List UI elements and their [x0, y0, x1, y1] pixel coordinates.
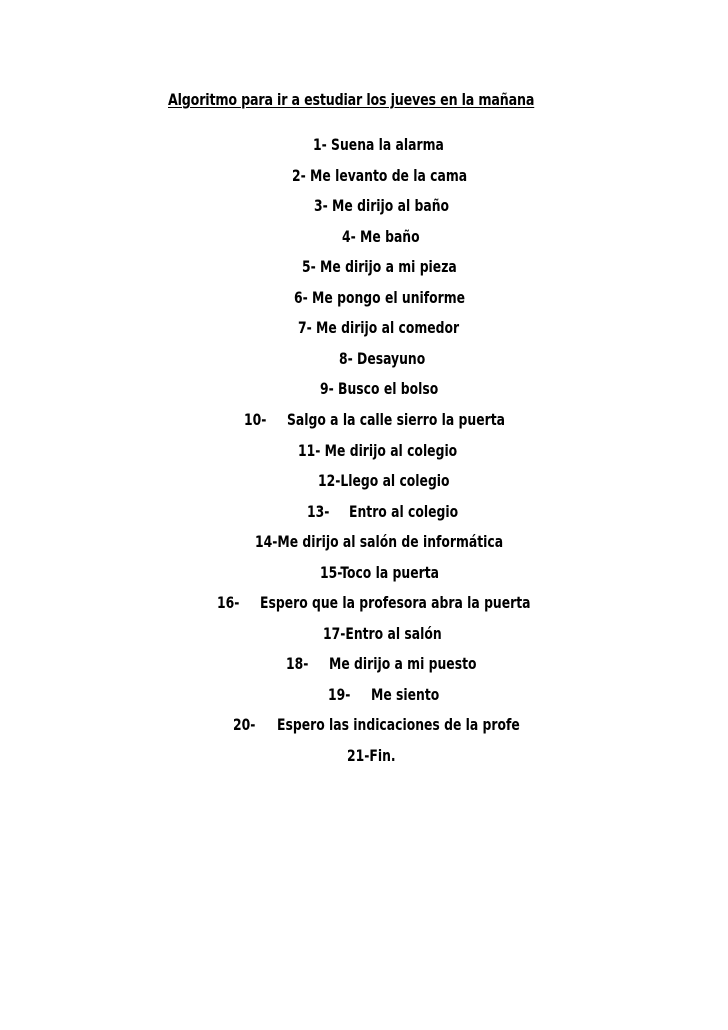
step-2-text: 2- Me levanto de la cama [292, 165, 468, 185]
step-14 [0, 530, 728, 554]
step-12 [0, 469, 728, 493]
step-8-text: 8- Desayuno [339, 348, 426, 368]
step-3-text: 3- Me dirijo al baño [314, 196, 450, 216]
step-2 [0, 164, 728, 188]
step-1-text: 1- Suena la alarma [313, 135, 444, 154]
step-21 [0, 744, 728, 768]
step-7-text: 7- Me dirijo al comedor [298, 318, 460, 338]
step-1 [0, 133, 728, 157]
step-9 [0, 377, 728, 401]
step-4 [0, 225, 728, 249]
step-5-text: 5- Me dirijo a mi pieza [302, 257, 457, 277]
step-20-text: Espero las indicaciones de la profe [277, 715, 520, 735]
step-19-number: 19- [328, 684, 351, 704]
step-6-text: 6- Me pongo el uniforme [294, 287, 466, 307]
step-10-text: Salgo a la calle sierro la puerta [287, 409, 505, 429]
step-21-text: 21-Fin. [347, 746, 396, 765]
step-18 [0, 652, 728, 676]
step-17-text: 17-Entro al salón [323, 623, 442, 643]
step-9-text: 9- Busco el bolso [320, 379, 439, 399]
step-10 [0, 408, 728, 432]
step-16 [0, 591, 728, 615]
step-14-text: 14-Me dirijo al salón de informática [255, 532, 504, 552]
step-13-text: Entro al colegio [349, 501, 459, 521]
step-3 [0, 194, 728, 218]
step-11 [0, 439, 728, 463]
step-18-number: 18- [286, 654, 309, 674]
step-6 [0, 286, 728, 310]
step-5 [0, 255, 728, 279]
step-13 [0, 500, 728, 524]
step-8 [0, 347, 728, 371]
step-16-number: 16- [217, 593, 240, 613]
document-title: Algoritmo para ir a estudiar los jueves en la mañana [168, 90, 535, 109]
step-19 [0, 683, 728, 707]
step-13-number: 13- [307, 501, 330, 521]
step-20-number: 20- [233, 715, 256, 735]
step-12-text: 12-Llego al colegio [318, 471, 450, 491]
step-10-number: 10- [244, 409, 267, 429]
step-4-text: 4- Me baño [342, 226, 420, 246]
step-16-text: Espero que la profesora abra la puerta [260, 593, 531, 613]
step-7 [0, 316, 728, 340]
step-15 [0, 561, 728, 585]
step-15-text: 15-Toco la puerta [320, 562, 439, 582]
step-18-text: Me dirijo a mi puesto [329, 654, 477, 674]
step-17 [0, 622, 728, 646]
step-19-text: Me siento [371, 684, 440, 704]
step-20 [0, 713, 728, 737]
step-11-text: 11- Me dirijo al colegio [298, 440, 458, 460]
